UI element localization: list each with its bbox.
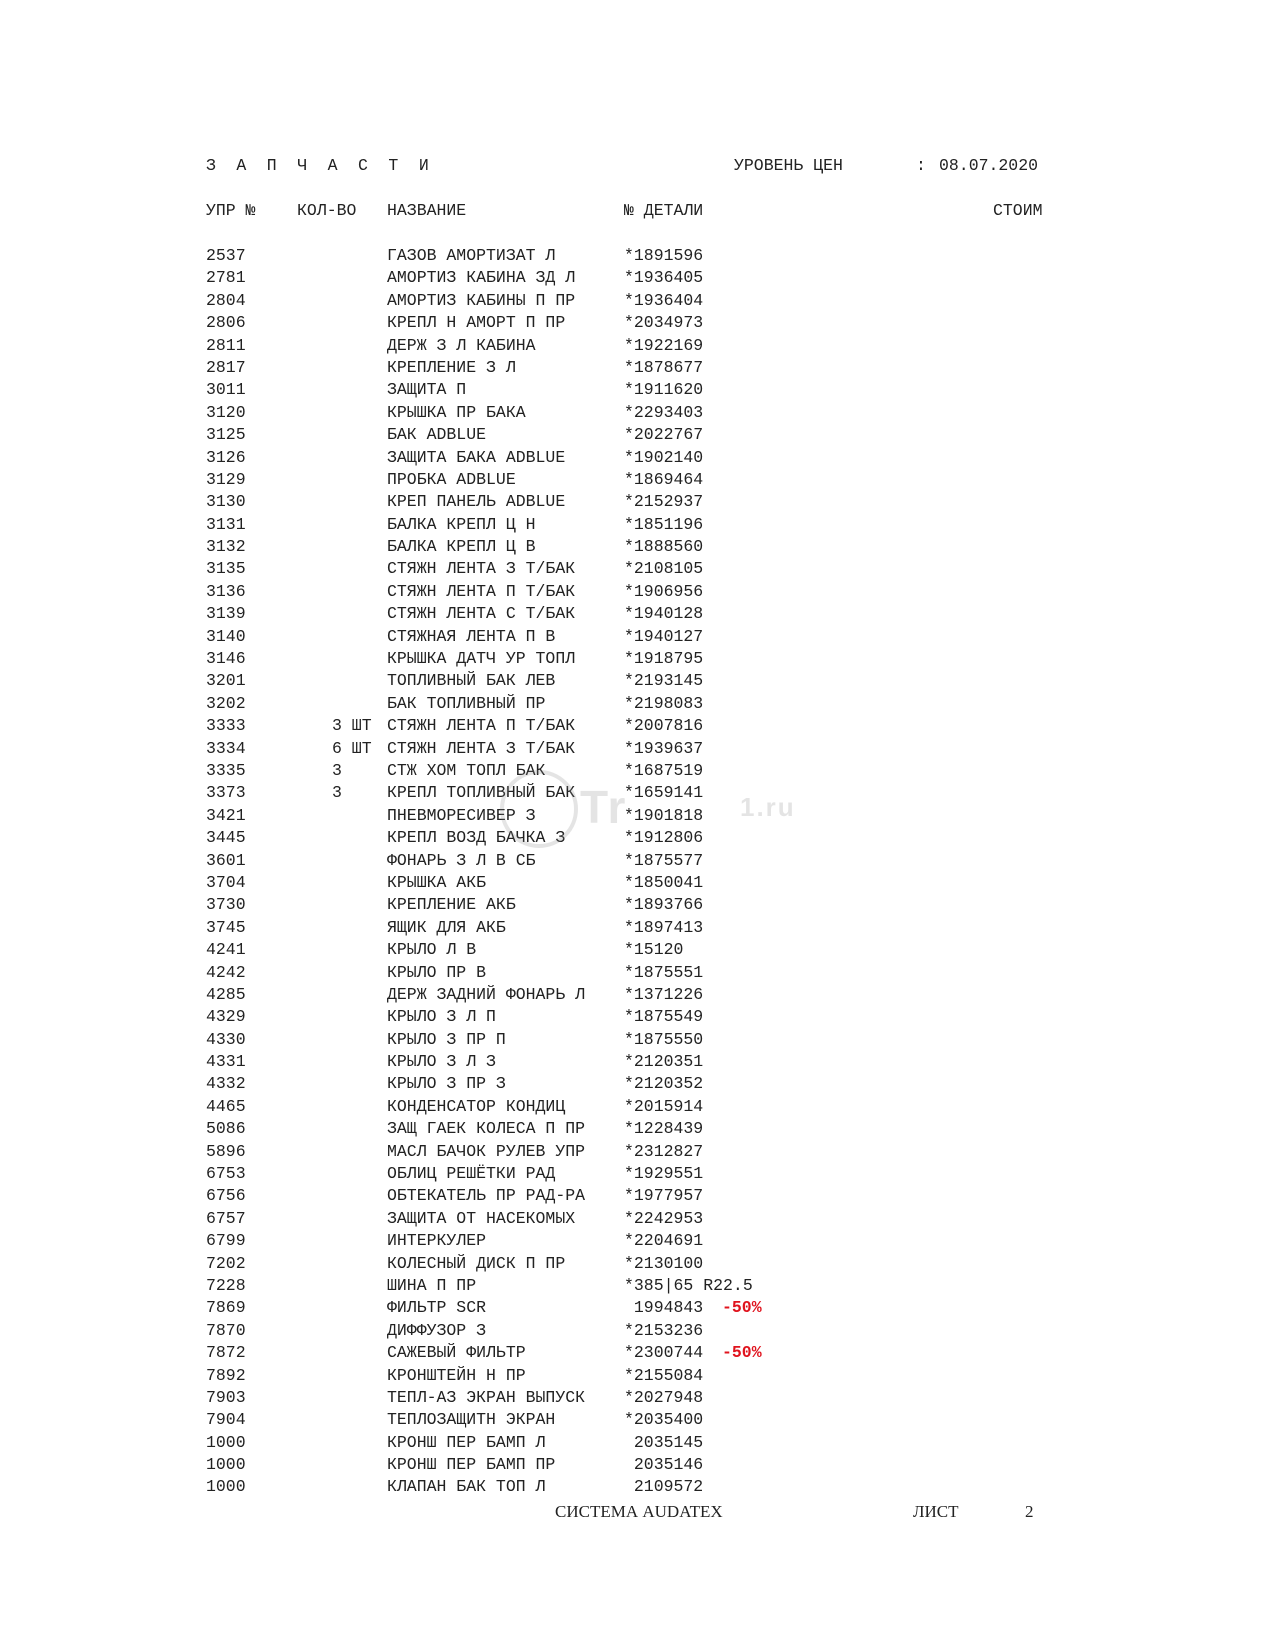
footer-sheet-label: ЛИСТ	[913, 1502, 959, 1521]
row-name: КРЕПЛ ВОЗД БАЧКА З	[387, 828, 566, 848]
row-upr: 7228	[206, 1275, 246, 1295]
row-qty: 3	[332, 783, 342, 803]
table-row	[0, 335, 1275, 357]
row-upr: 4331	[206, 1052, 246, 1072]
row-name: ФОНАРЬ З Л В СБ	[387, 850, 536, 870]
row-name: КОЛЕСНЫЙ ДИСК П ПР	[387, 1253, 566, 1273]
row-name: КРЫЛО ПР В	[387, 962, 487, 982]
row-part: *1922169	[624, 335, 704, 355]
column-header-part: № ДЕТАЛИ	[624, 201, 704, 220]
price-level-date: 08.07.2020	[939, 156, 1039, 175]
row-name: ДИФФУЗОР З	[387, 1320, 487, 1340]
row-upr: 3445	[206, 828, 246, 848]
row-part: *2153236	[624, 1320, 704, 1340]
row-part: *2035400	[624, 1410, 704, 1430]
row-name: КРЕП ПАНЕЛЬ ADBLUE	[387, 492, 566, 512]
row-upr: 3125	[206, 425, 246, 445]
row-upr: 2537	[206, 246, 246, 265]
row-part: 1994843	[624, 1298, 704, 1318]
row-upr: 3335	[206, 760, 246, 780]
row-name: КРОНШ ПЕР БАМП ПР	[387, 1455, 556, 1475]
row-name: ФИЛЬТР SCR	[387, 1298, 487, 1318]
row-name: БАК ADBLUE	[387, 425, 487, 445]
row-part: *1888560	[624, 537, 704, 557]
row-part: *1939637	[624, 738, 704, 758]
table-row	[0, 872, 1275, 894]
table-row	[0, 1230, 1275, 1252]
row-name: КРЫШКА ПР БАКА	[387, 402, 526, 422]
table-row	[0, 715, 1275, 737]
table-row	[0, 558, 1275, 580]
row-discount: -50%	[722, 1298, 762, 1318]
row-name: СТЯЖН ЛЕНТА З Т/БАК	[387, 738, 576, 758]
row-part: *2204691	[624, 1231, 704, 1251]
watermark-text: Tr	[580, 781, 628, 833]
table-row	[0, 1297, 1275, 1319]
price-level-label: УРОВЕНЬ ЦЕН	[734, 156, 843, 175]
row-part: *2242953	[624, 1208, 704, 1228]
row-name: ИНТЕРКУЛЕР	[387, 1231, 487, 1251]
row-part: *1875577	[624, 850, 704, 870]
table-row	[0, 1476, 1275, 1498]
row-part: *1902140	[624, 447, 704, 467]
row-part: *1936405	[624, 268, 704, 288]
table-row	[0, 1006, 1275, 1028]
table-row	[0, 469, 1275, 491]
footer-system: СИСТЕМА AUDATEX	[555, 1502, 723, 1521]
row-part: *1371226	[624, 984, 704, 1004]
row-name: КРЕПЛ Н АМОРТ П ПР	[387, 313, 566, 333]
row-part: *2034973	[624, 313, 704, 333]
row-qty: 3 ШТ	[332, 716, 372, 736]
row-part: 2035145	[624, 1432, 704, 1452]
row-upr: 4332	[206, 1074, 246, 1094]
row-upr: 3201	[206, 671, 246, 691]
row-part: *1687519	[624, 760, 704, 780]
row-upr: 3130	[206, 492, 246, 512]
row-part: 2109572	[624, 1477, 704, 1497]
table-row	[0, 312, 1275, 334]
row-name: ЯЩИК ДЛЯ АКБ	[387, 917, 506, 937]
row-upr: 3730	[206, 895, 246, 915]
row-name: КРЕПЛ ТОПЛИВНЫЙ БАК	[387, 783, 576, 803]
table-row	[0, 514, 1275, 536]
row-name: ТОПЛИВНЫЙ БАК ЛЕВ	[387, 671, 556, 691]
row-upr: 4465	[206, 1096, 246, 1116]
row-part: *2155084	[624, 1365, 704, 1385]
row-name: ТЕПЛОЗАЩИТН ЭКРАН	[387, 1410, 556, 1430]
table-row	[0, 738, 1275, 760]
row-qty: 3	[332, 760, 342, 780]
row-upr: 7892	[206, 1365, 246, 1385]
column-header-upr: УПР №	[206, 201, 256, 220]
row-name: БАЛКА КРЕПЛ Ц Н	[387, 514, 536, 534]
row-upr: 3202	[206, 693, 246, 713]
table-row	[0, 1141, 1275, 1163]
row-name: КРОНШ ПЕР БАМП Л	[387, 1432, 546, 1452]
row-name: АМОРТИЗ КАБИНЫ П ПР	[387, 290, 576, 310]
row-upr: 3373	[206, 783, 246, 803]
table-row	[0, 447, 1275, 469]
row-part: *2130100	[624, 1253, 704, 1273]
row-name: БАК ТОПЛИВНЫЙ ПР	[387, 693, 546, 713]
row-part: *1659141	[624, 783, 704, 803]
table-row	[0, 1454, 1275, 1476]
row-upr: 4330	[206, 1029, 246, 1049]
row-name: ОБЛИЦ РЕШЁТКИ РАД	[387, 1164, 556, 1184]
row-qty: 6 ШТ	[332, 738, 372, 758]
row-upr: 3334	[206, 738, 246, 758]
row-upr: 4241	[206, 940, 246, 960]
row-part: *1940128	[624, 604, 704, 624]
row-upr: 2817	[206, 357, 246, 377]
row-name: КРЫЛО З ПР З	[387, 1074, 506, 1094]
row-upr: 1000	[206, 1477, 246, 1497]
watermark-suffix: 1.ru	[740, 792, 796, 822]
row-part: *1936404	[624, 290, 704, 310]
row-name: КРЫШКА ДАТЧ УР ТОПЛ	[387, 649, 576, 669]
row-part: *2022767	[624, 425, 704, 445]
row-upr: 3421	[206, 805, 246, 825]
row-upr: 6799	[206, 1231, 246, 1251]
row-part: *1878677	[624, 357, 704, 377]
row-part: *2293403	[624, 402, 704, 422]
row-part: *1977957	[624, 1186, 704, 1206]
table-row	[0, 1051, 1275, 1073]
row-upr: 2804	[206, 290, 246, 310]
row-part: *1897413	[624, 917, 704, 937]
row-upr: 2806	[206, 313, 246, 333]
row-part: *2312827	[624, 1141, 704, 1161]
table-row	[0, 290, 1275, 312]
row-name: СТЖ ХОМ ТОПЛ БАК	[387, 760, 546, 780]
row-name: МАСЛ БАЧОК РУЛЕВ УПР	[387, 1141, 586, 1161]
table-row	[0, 1073, 1275, 1095]
row-discount: -50%	[722, 1343, 762, 1363]
row-name: ПНЕВМОРЕСИВЕР З	[387, 805, 536, 825]
table-row	[0, 1208, 1275, 1230]
table-row	[0, 1387, 1275, 1409]
row-part: *1869464	[624, 469, 704, 489]
row-upr: 7202	[206, 1253, 246, 1273]
row-part: *1893766	[624, 895, 704, 915]
row-part: *1901818	[624, 805, 704, 825]
row-part: *2120352	[624, 1074, 704, 1094]
row-upr: 6757	[206, 1208, 246, 1228]
row-upr: 5896	[206, 1141, 246, 1161]
row-part: *1891596	[624, 246, 704, 265]
row-name: КОНДЕНСАТОР КОНДИЦ	[387, 1096, 566, 1116]
row-name: КРЕПЛЕНИЕ З Л	[387, 357, 516, 377]
row-part: *2198083	[624, 693, 704, 713]
row-upr: 3704	[206, 872, 246, 892]
table-row	[0, 1365, 1275, 1387]
row-upr: 3129	[206, 469, 246, 489]
row-name: ЗАЩИТА П	[387, 380, 467, 400]
table-row	[0, 939, 1275, 961]
row-part: *1228439	[624, 1119, 704, 1139]
row-part: *2152937	[624, 492, 704, 512]
footer-sheet-number: 2	[1025, 1502, 1034, 1521]
row-upr: 4285	[206, 984, 246, 1004]
row-upr: 4242	[206, 962, 246, 982]
row-part: *2027948	[624, 1387, 704, 1407]
table-row	[0, 782, 1275, 804]
row-upr: 3745	[206, 917, 246, 937]
table-row	[0, 402, 1275, 424]
row-upr: 7869	[206, 1298, 246, 1318]
table-row	[0, 357, 1275, 379]
row-name: ШИНА П ПР	[387, 1275, 477, 1295]
row-upr: 3333	[206, 716, 246, 736]
row-upr: 7872	[206, 1343, 246, 1363]
row-name: СТЯЖН ЛЕНТА С Т/БАК	[387, 604, 576, 624]
table-row	[0, 1253, 1275, 1275]
table-row	[0, 581, 1275, 603]
table-row	[0, 626, 1275, 648]
table-row	[0, 894, 1275, 916]
row-upr: 7903	[206, 1387, 246, 1407]
price-level-colon: :	[916, 156, 926, 175]
row-part: *2120351	[624, 1052, 704, 1072]
table-row	[0, 1096, 1275, 1118]
row-upr: 2781	[206, 268, 246, 288]
row-upr: 3601	[206, 850, 246, 870]
table-row	[0, 805, 1275, 827]
row-name: САЖЕВЫЙ ФИЛЬТР	[387, 1343, 526, 1363]
row-part: *1851196	[624, 514, 704, 534]
table-row	[0, 1432, 1275, 1454]
row-name: СТЯЖНАЯ ЛЕНТА П В	[387, 626, 556, 646]
row-name: ГАЗОВ АМОРТИЗАТ Л	[387, 246, 556, 265]
row-upr: 7870	[206, 1320, 246, 1340]
table-row	[0, 648, 1275, 670]
column-header-qty: КОЛ-ВО	[297, 201, 357, 220]
row-upr: 3132	[206, 537, 246, 557]
row-upr: 4329	[206, 1007, 246, 1027]
document-title: З А П Ч А С Т И	[206, 156, 435, 175]
table-row	[0, 850, 1275, 872]
row-part: *15120	[624, 940, 684, 960]
column-header-cost: СТОИМ	[993, 201, 1043, 220]
table-row	[0, 1029, 1275, 1051]
row-name: ЗАЩИТА ОТ НАСЕКОМЫХ	[387, 1208, 576, 1228]
table-row	[0, 693, 1275, 715]
table-row	[0, 760, 1275, 782]
row-part: *1940127	[624, 626, 704, 646]
table-row	[0, 1185, 1275, 1207]
row-name: СТЯЖН ЛЕНТА П Т/БАК	[387, 581, 576, 601]
row-part: *2108105	[624, 559, 704, 579]
row-upr: 6753	[206, 1164, 246, 1184]
row-part: *2193145	[624, 671, 704, 691]
row-part: *2300744	[624, 1343, 704, 1363]
table-row	[0, 917, 1275, 939]
row-name: КЛАПАН БАК ТОП Л	[387, 1477, 546, 1497]
row-name: БАЛКА КРЕПЛ Ц В	[387, 537, 536, 557]
row-part: 2035146	[624, 1455, 704, 1475]
table-row	[0, 603, 1275, 625]
table-row	[0, 827, 1275, 849]
row-upr: 5086	[206, 1119, 246, 1139]
table-row	[0, 379, 1275, 401]
table-row	[0, 1163, 1275, 1185]
row-part: *2015914	[624, 1096, 704, 1116]
row-name: КРОНШТЕЙН Н ПР	[387, 1365, 526, 1385]
row-upr: 1000	[206, 1455, 246, 1475]
table-row	[0, 962, 1275, 984]
table-row	[0, 267, 1275, 289]
row-name: ТЕПЛ-АЗ ЭКРАН ВЫПУСК	[387, 1387, 586, 1407]
row-upr: 3136	[206, 581, 246, 601]
table-row	[0, 536, 1275, 558]
row-part: *1911620	[624, 380, 704, 400]
table-row	[0, 1409, 1275, 1431]
row-name: АМОРТИЗ КАБИНА ЗД Л	[387, 268, 576, 288]
row-name: ПРОБКА ADBLUE	[387, 469, 516, 489]
row-upr: 2811	[206, 335, 246, 355]
table-row	[0, 1118, 1275, 1140]
row-name: КРЫЛО З Л П	[387, 1007, 496, 1027]
row-part: *2007816	[624, 716, 704, 736]
row-name: СТЯЖН ЛЕНТА З Т/БАК	[387, 559, 576, 579]
row-name: КРЕПЛЕНИЕ АКБ	[387, 895, 516, 915]
row-upr: 3140	[206, 626, 246, 646]
row-upr: 3120	[206, 402, 246, 422]
table-row	[0, 1320, 1275, 1342]
row-part: *1875549	[624, 1007, 704, 1027]
row-name: ДЕРЖ З Л КАБИНА	[387, 335, 536, 355]
row-part: *1912806	[624, 828, 704, 848]
row-name: ЗАЩИТА БАКА ADBLUE	[387, 447, 566, 467]
table-row	[0, 245, 1275, 267]
row-part: *1906956	[624, 581, 704, 601]
row-upr: 3139	[206, 604, 246, 624]
row-upr: 3011	[206, 380, 246, 400]
table-row	[0, 984, 1275, 1006]
row-name: КРЫЛО З Л З	[387, 1052, 496, 1072]
row-upr: 7904	[206, 1410, 246, 1430]
row-name: СТЯЖН ЛЕНТА П Т/БАК	[387, 716, 576, 736]
row-part: *1875550	[624, 1029, 704, 1049]
row-name: КРЫЛО З ПР П	[387, 1029, 506, 1049]
row-part: *1850041	[624, 872, 704, 892]
row-upr: 3146	[206, 649, 246, 669]
table-row	[0, 424, 1275, 446]
row-part: *1929551	[624, 1164, 704, 1184]
row-upr: 6756	[206, 1186, 246, 1206]
row-name: КРЫШКА АКБ	[387, 872, 487, 892]
row-part: *385|65 R22.5	[624, 1275, 753, 1295]
row-name: ОБТЕКАТЕЛЬ ПР РАД-РА	[387, 1186, 586, 1206]
row-part: *1918795	[624, 649, 704, 669]
row-upr: 3135	[206, 559, 246, 579]
row-name: ДЕРЖ ЗАДНИЙ ФОНАРЬ Л	[387, 984, 586, 1004]
parts-table	[0, 245, 1275, 1499]
table-row	[0, 1275, 1275, 1297]
table-row	[0, 491, 1275, 513]
row-name: ЗАЩ ГАЕК КОЛЕСА П ПР	[387, 1119, 586, 1139]
row-upr: 3126	[206, 447, 246, 467]
row-name: КРЫЛО Л В	[387, 940, 477, 960]
table-row	[0, 670, 1275, 692]
table-row	[0, 1342, 1275, 1364]
row-upr: 3131	[206, 514, 246, 534]
row-upr: 1000	[206, 1432, 246, 1452]
column-header-name: НАЗВАНИЕ	[387, 201, 467, 220]
row-part: *1875551	[624, 962, 704, 982]
